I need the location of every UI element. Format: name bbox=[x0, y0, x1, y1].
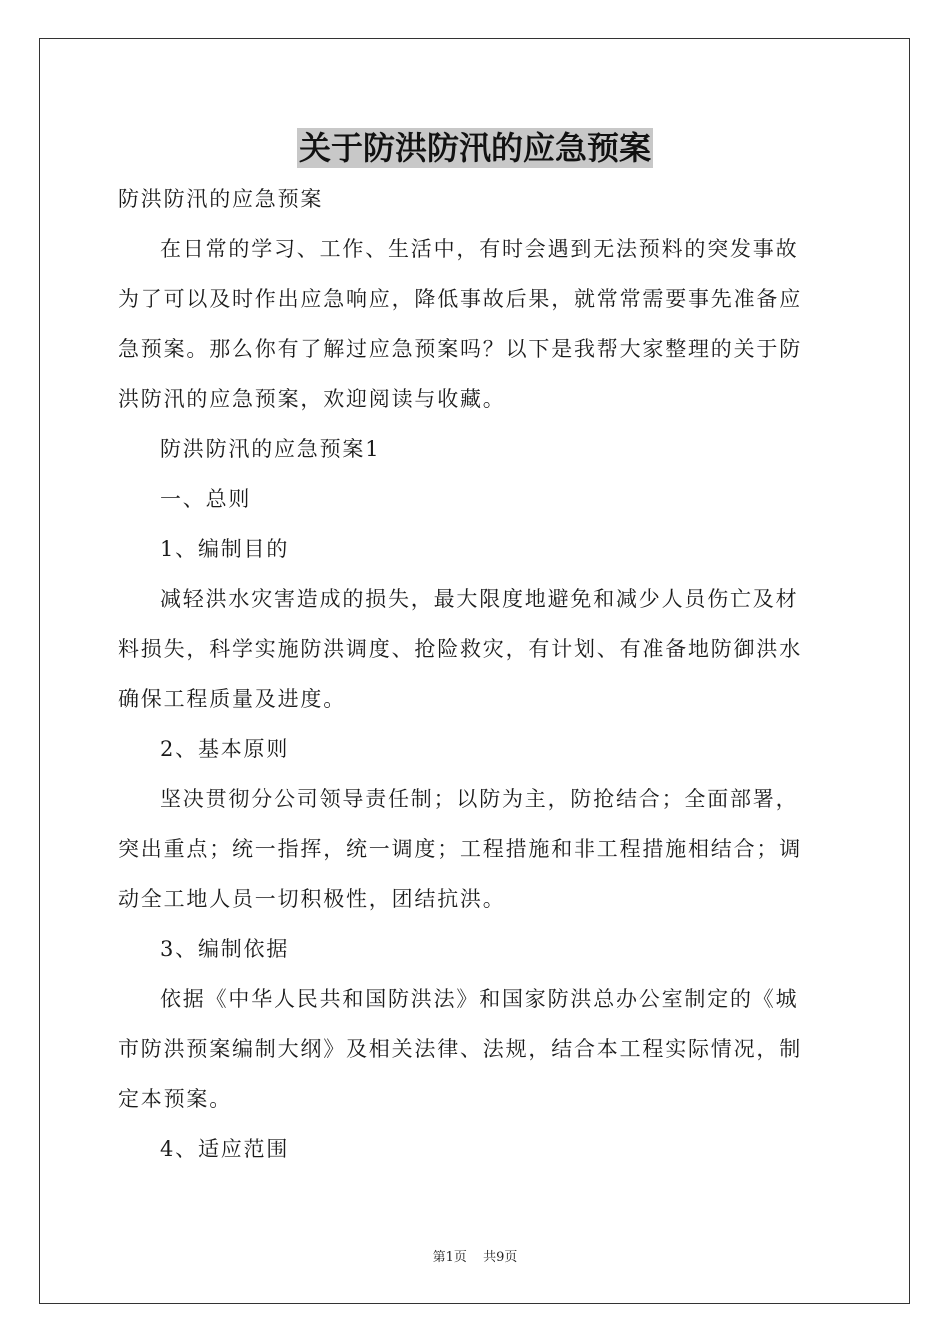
subsection-heading: 2、基本原则 bbox=[160, 737, 290, 761]
body-line: 依据《中华人民共和国防洪法》和国家防洪总办公室制定的《城 bbox=[160, 987, 799, 1011]
body-line: 为了可以及时作出应急响应，降低事故后果，就常常需要事先准备应 bbox=[118, 287, 802, 311]
subsection-heading: 4、适应范围 bbox=[160, 1137, 290, 1161]
body-line: 在日常的学习、工作、生活中，有时会遇到无法预料的突发事故 bbox=[160, 237, 799, 261]
body-line: 市防洪预案编制大纲》及相关法律、法规，结合本工程实际情况，制 bbox=[118, 1037, 802, 1061]
subsection-heading: 3、编制依据 bbox=[160, 937, 290, 961]
body-line: 坚决贯彻分公司领导责任制；以防为主，防抢结合；全面部署， bbox=[160, 787, 799, 811]
section-heading: 一、总则 bbox=[160, 487, 252, 511]
body-line: 减轻洪水灾害造成的损失，最大限度地避免和减少人员伤亡及材 bbox=[160, 587, 799, 611]
title-container bbox=[0, 128, 950, 168]
page-footer bbox=[0, 1246, 950, 1265]
body-line: 突出重点；统一指挥，统一调度；工程措施和非工程措施相结合；调 bbox=[118, 837, 802, 861]
subsection-heading: 1、编制目的 bbox=[160, 537, 290, 561]
body-line: 定本预案。 bbox=[118, 1087, 232, 1111]
body-line: 防洪防汛的应急预案 bbox=[118, 187, 324, 211]
document-title: 关于防洪防汛的应急预案 bbox=[298, 129, 651, 167]
page-number-current: 第1页 bbox=[432, 1250, 467, 1265]
document-body bbox=[118, 174, 836, 1174]
body-line: 动全工地人员一切积极性，团结抗洪。 bbox=[118, 887, 506, 911]
body-line: 确保工程质量及进度。 bbox=[118, 687, 346, 711]
body-line: 洪防汛的应急预案，欢迎阅读与收藏。 bbox=[118, 387, 506, 411]
page-number-total: 共9页 bbox=[483, 1250, 518, 1265]
section-heading: 防洪防汛的应急预案1 bbox=[160, 437, 381, 461]
body-line: 急预案。那么你有了解过应急预案吗？以下是我帮大家整理的关于防 bbox=[118, 337, 802, 361]
body-line: 料损失，科学实施防洪调度、抢险救灾，有计划、有准备地防御洪水 bbox=[118, 637, 802, 661]
